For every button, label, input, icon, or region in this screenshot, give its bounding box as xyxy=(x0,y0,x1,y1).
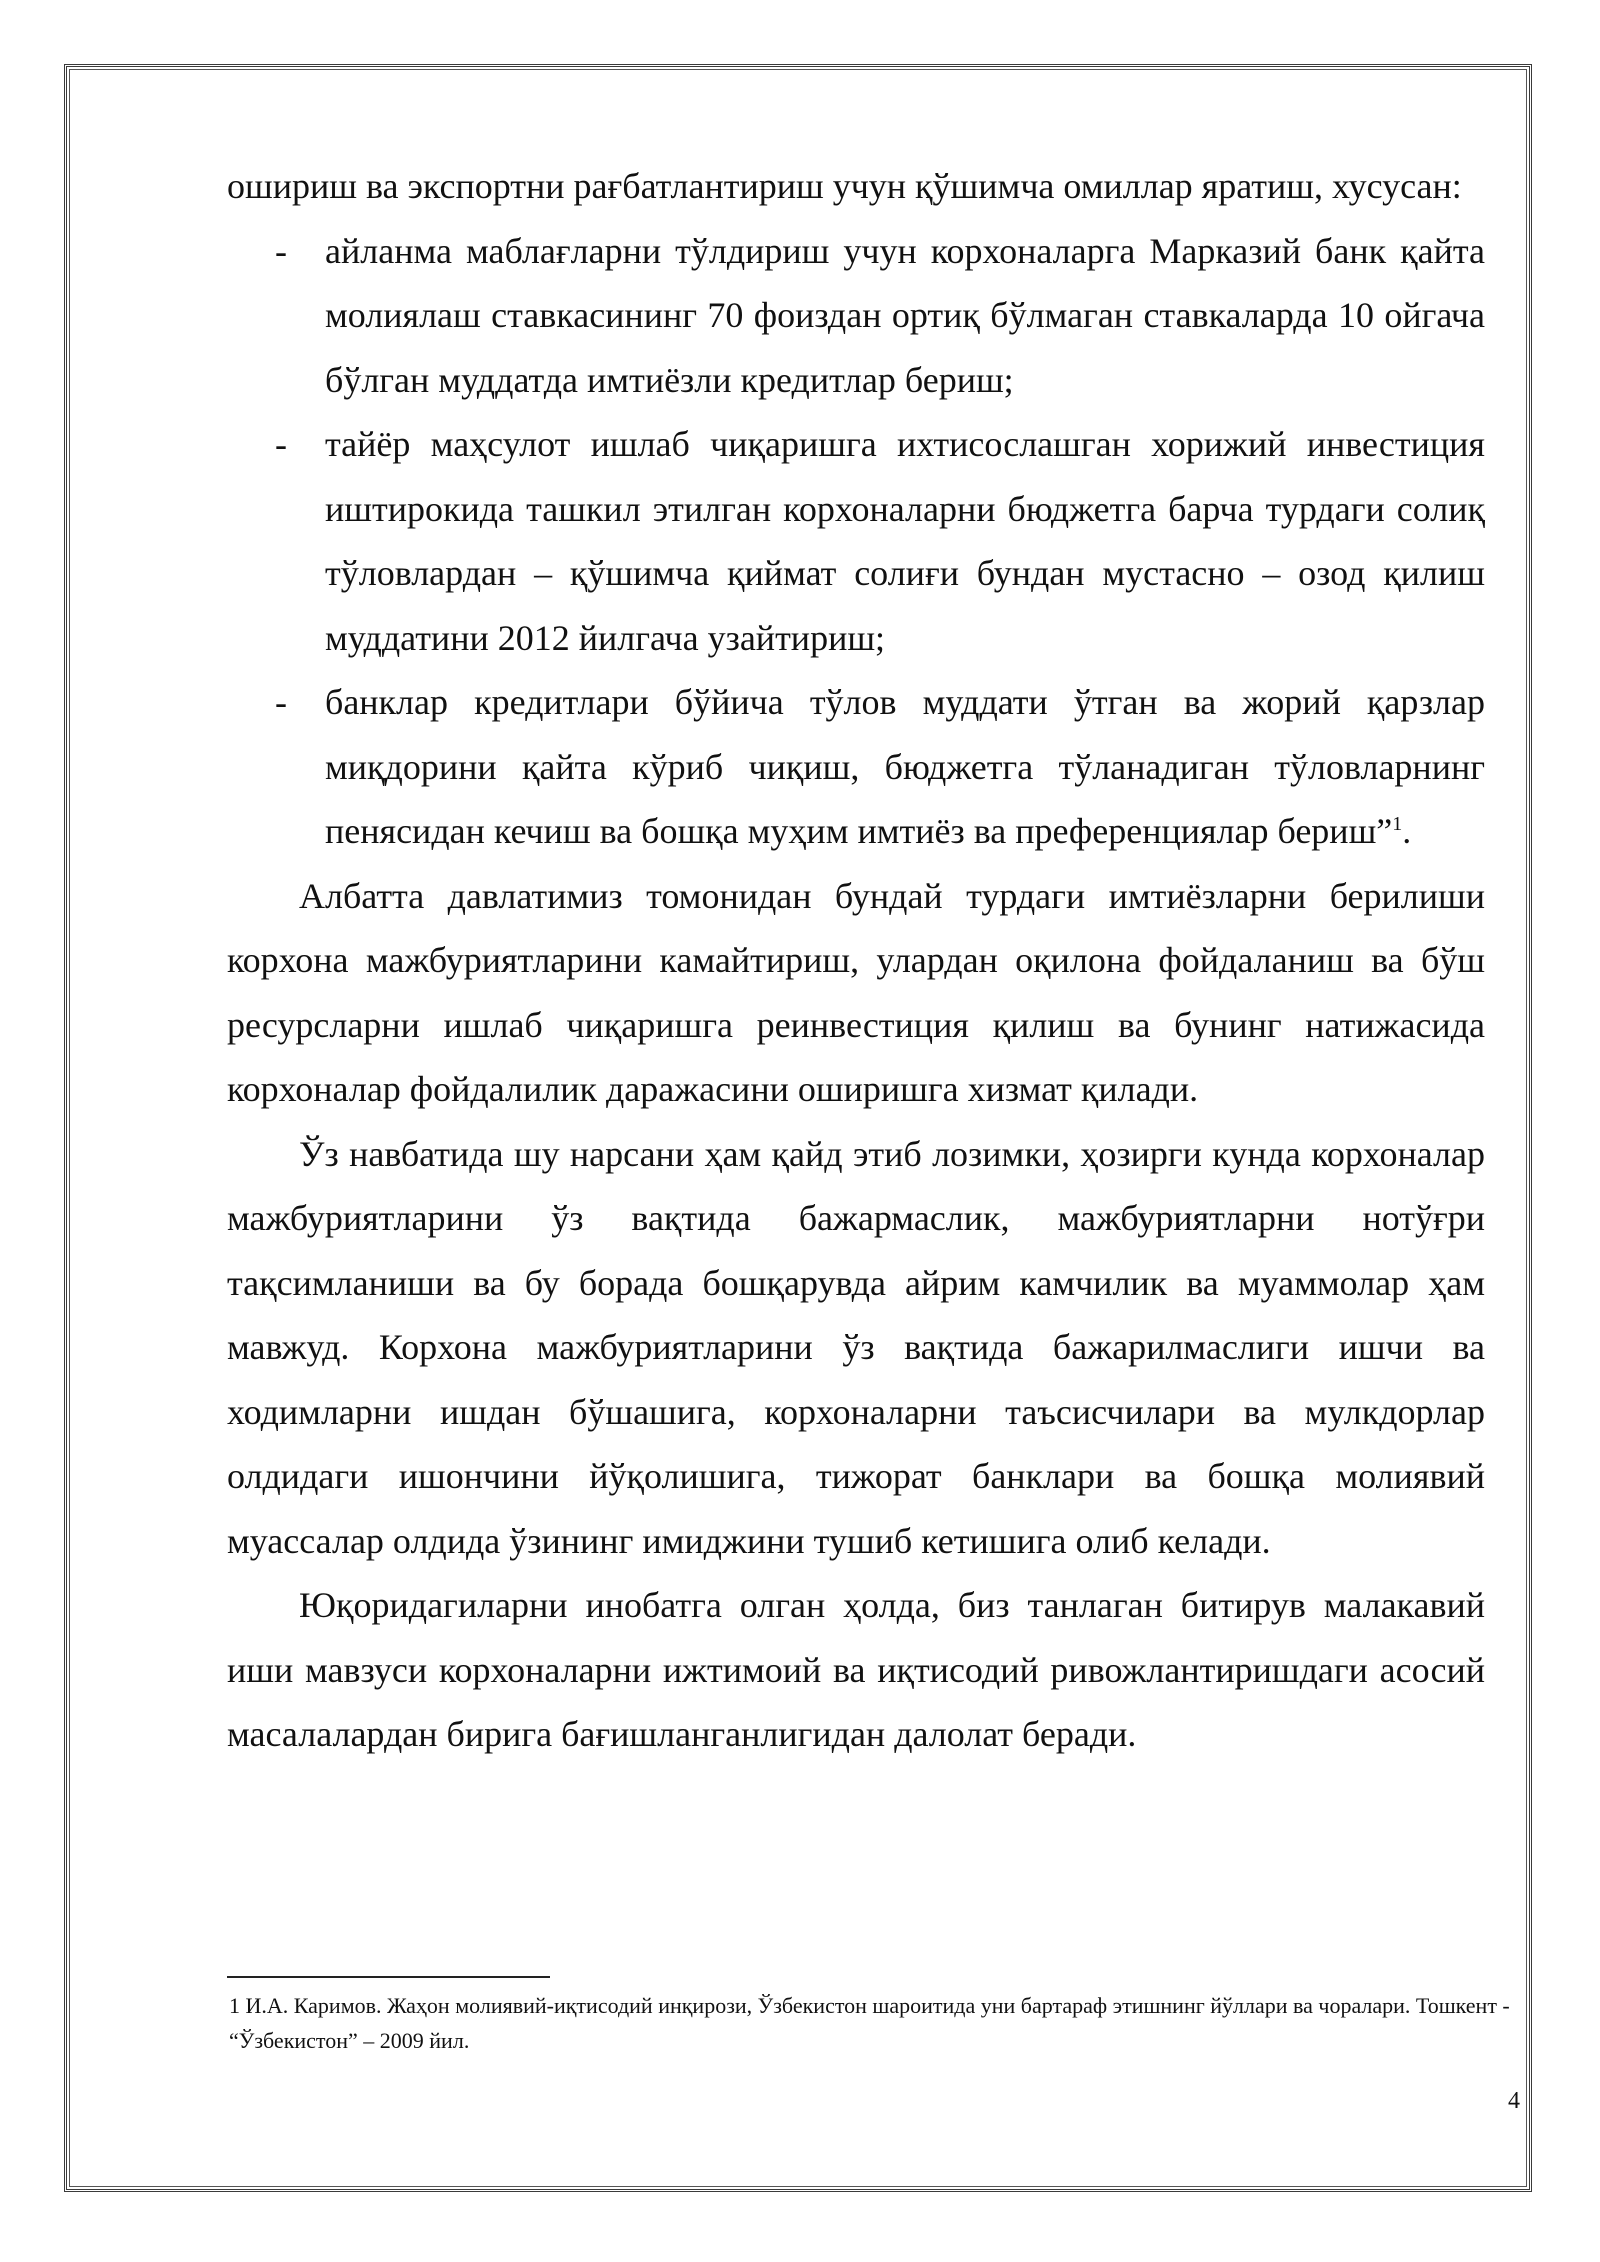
list-item-text: банклар кредитлари бўйича тўлов муддати ўтган ва жорий қарзлар миқдорини қайта кўриб чиқиш, бюджетга тўланадиган тўловларнинг пенясидан кечиш ва бошқа муҳим имтиёз ва преференциялар бериш” xyxy=(325,682,1485,851)
bullet-list xyxy=(227,219,1485,864)
list-dash: - xyxy=(275,230,287,271)
list-dash: - xyxy=(275,682,287,722)
body-paragraph: Юқоридагиларни инобатга олган ҳолда, биз танлаган битирув малакавий иши мавзуси корхоналарни ижтимоий ва иқтисодий ривожлантиришдаги асосий масалалардан бирига бағишланганлигидан далолат беради. xyxy=(227,1585,1485,1754)
page-number: 4 xyxy=(1508,2088,1520,2114)
page-body xyxy=(227,154,1485,1767)
list-item xyxy=(227,219,1485,413)
list-item-end: . xyxy=(1402,811,1412,851)
body-paragraph: Албатта давлатимиз томонидан бундай турдаги имтиёзларни берилиши корхона мажбуриятларини камайтириш, улардан оқилона фойдаланиш ва бўш ресурсларни ишлаб чиқаришга реинвестиция қилиш ва бунинг натижасида корхоналар фойдалилик даражасини оширишга хизмат қилади. xyxy=(227,875,1485,1109)
body-paragraph: Ўз навбатида шу нарсани ҳам қайд этиб лозимки, ҳозирги кунда корхоналар мажбуриятларини ўз вақтида бажармаслик, мажбуриятларни нотўғри тақсимланиши ва бу борада бошқарувда айрим камчилик ва муаммолар ҳам мавжуд. Корхона мажбуриятларини ўз вақтида бажарилмаслиги ишчи ва ходимларни ишдан бўшашига, корхоналарни таъсисчилари ва мулкдорлар олдидаги ишончини йўқолишига, тижорат банклари ва бошқа молиявий муассалар олдида ўзининг имиджини тушиб кетишига олиб келади. xyxy=(227,1133,1485,1561)
list-item xyxy=(227,670,1485,864)
list-dash: - xyxy=(275,424,287,464)
footnote-separator xyxy=(227,1976,550,1978)
list-item-text: тайёр маҳсулот ишлаб чиқаришга ихтисослашган хорижий инвестиция иштирокида ташкил этилган корхоналарни бюджетга барча турдаги солиқ тўловлардан – қўшимча қиймат солиғи бундан мустасно – озод қилиш муддатини 2012 йилгача узайтириш; xyxy=(325,424,1485,658)
list-item xyxy=(227,412,1485,670)
footnote-reference[interactable]: 1 xyxy=(1392,813,1403,835)
list-item-text: айланма маблағларни тўлдириш учун корхоналарга Марказий банк қайта молиялаш ставкасининг 70 фоиздан ортиқ бўлмаган ставкаларда 10 ойгача бўлган муддатда имтиёзли кредитлар бериш; xyxy=(325,230,1485,400)
footnote-text: 1 И.А. Каримов. Жаҳон молиявий-иқтисодий инқирози, Ўзбекистон шароитида уни бартараф этишнинг йўллари ва чоралари. Тошкент - “Ўзбекистон” – 2009 йил. xyxy=(229,1993,1510,2053)
intro-paragraph: ошириш ва экспортни рағбатлантириш учун қўшимча омиллар яратиш, хусусан: xyxy=(227,166,1462,206)
